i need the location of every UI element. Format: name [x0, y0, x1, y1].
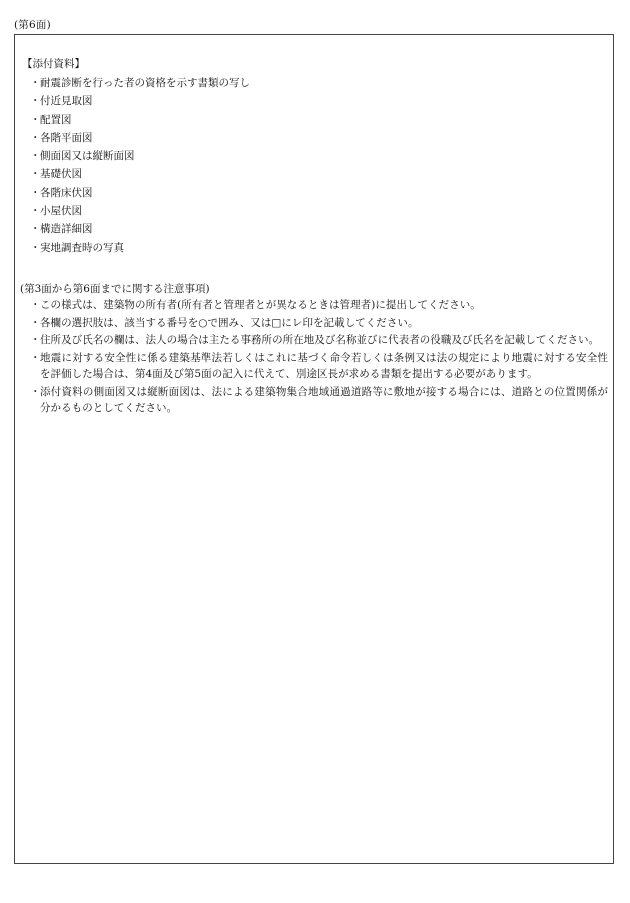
notes-heading: (第3面から第6面までに関する注意事項)	[20, 283, 210, 295]
bullet-mark: ・	[30, 131, 41, 144]
note-text: この様式は、建築物の所有者(所有者と管理者とが異なるときは管理者)に提出してください。	[40, 299, 481, 311]
bullet-mark: ・	[30, 316, 41, 329]
list-item	[30, 165, 250, 183]
list-item	[30, 184, 250, 202]
attachment-item-text: 小屋伏図	[40, 205, 82, 218]
note-text: 各欄の選択肢は、該当する番号を○で囲み、又は□にレ印を記載してください。	[40, 316, 419, 329]
attachment-item-text: 各階平面図	[40, 131, 93, 144]
bullet-mark: ・	[30, 299, 41, 311]
note-text: 添付資料の側面図又は縦断面図は、法による建築物集合地域通過道路等に敷地が接する場合には、道路との位置関係が分かるものとしてください。	[40, 386, 608, 415]
attachment-item-text: 付近見取図	[40, 95, 93, 108]
list-item	[30, 297, 608, 313]
attachments-heading: 【添付資料】	[22, 58, 85, 70]
attachment-item-text: 耐震診断を行った者の資格を示す書類の写し	[40, 77, 250, 89]
bullet-mark: ・	[30, 186, 41, 199]
bullet-mark: ・	[30, 168, 41, 181]
list-item	[30, 147, 250, 165]
list-item	[30, 92, 250, 110]
bullet-mark: ・	[30, 386, 41, 399]
list-item	[30, 111, 250, 129]
list-item	[30, 350, 608, 382]
attachment-item-text: 側面図又は縦断面図	[40, 150, 135, 163]
list-item	[30, 239, 250, 257]
list-item	[30, 315, 608, 331]
bullet-mark: ・	[30, 150, 41, 163]
attachment-item-text: 基礎伏図	[40, 168, 82, 181]
attachment-item-text: 配置図	[40, 113, 72, 126]
list-item	[30, 129, 250, 147]
attachments-list	[30, 74, 250, 257]
attachment-item-text: 実地調査時の写真	[40, 241, 124, 254]
bullet-mark: ・	[30, 352, 41, 365]
bullet-mark: ・	[30, 205, 41, 218]
bullet-mark: ・	[30, 77, 41, 89]
list-item	[30, 332, 608, 348]
bullet-mark: ・	[30, 113, 41, 126]
note-text: 地震に対する安全性に係る建築基準法若しくはこれに基づく命令若しくは条例又は法の規定により地震に対する安全性を評価した場合は、第4面及び第5面の記入に代えて、別途区長が求める書類を提出する必要があります。	[40, 352, 608, 381]
list-item	[30, 220, 250, 238]
bullet-mark: ・	[30, 223, 41, 236]
list-item	[30, 74, 250, 92]
bullet-mark: ・	[30, 334, 41, 347]
bullet-mark: ・	[30, 95, 41, 108]
bullet-mark: ・	[30, 241, 41, 254]
note-text: 住所及び氏名の欄は、法人の場合は主たる事務所の所在地及び名称並びに代表者の役職及び氏名を記載してください。	[40, 334, 600, 347]
list-item	[30, 384, 608, 416]
attachment-item-text: 構造詳細図	[40, 223, 93, 236]
notes-list	[30, 297, 608, 418]
list-item	[30, 202, 250, 220]
page-number-label: (第6面)	[14, 19, 51, 31]
attachment-item-text: 各階床伏図	[40, 186, 93, 199]
